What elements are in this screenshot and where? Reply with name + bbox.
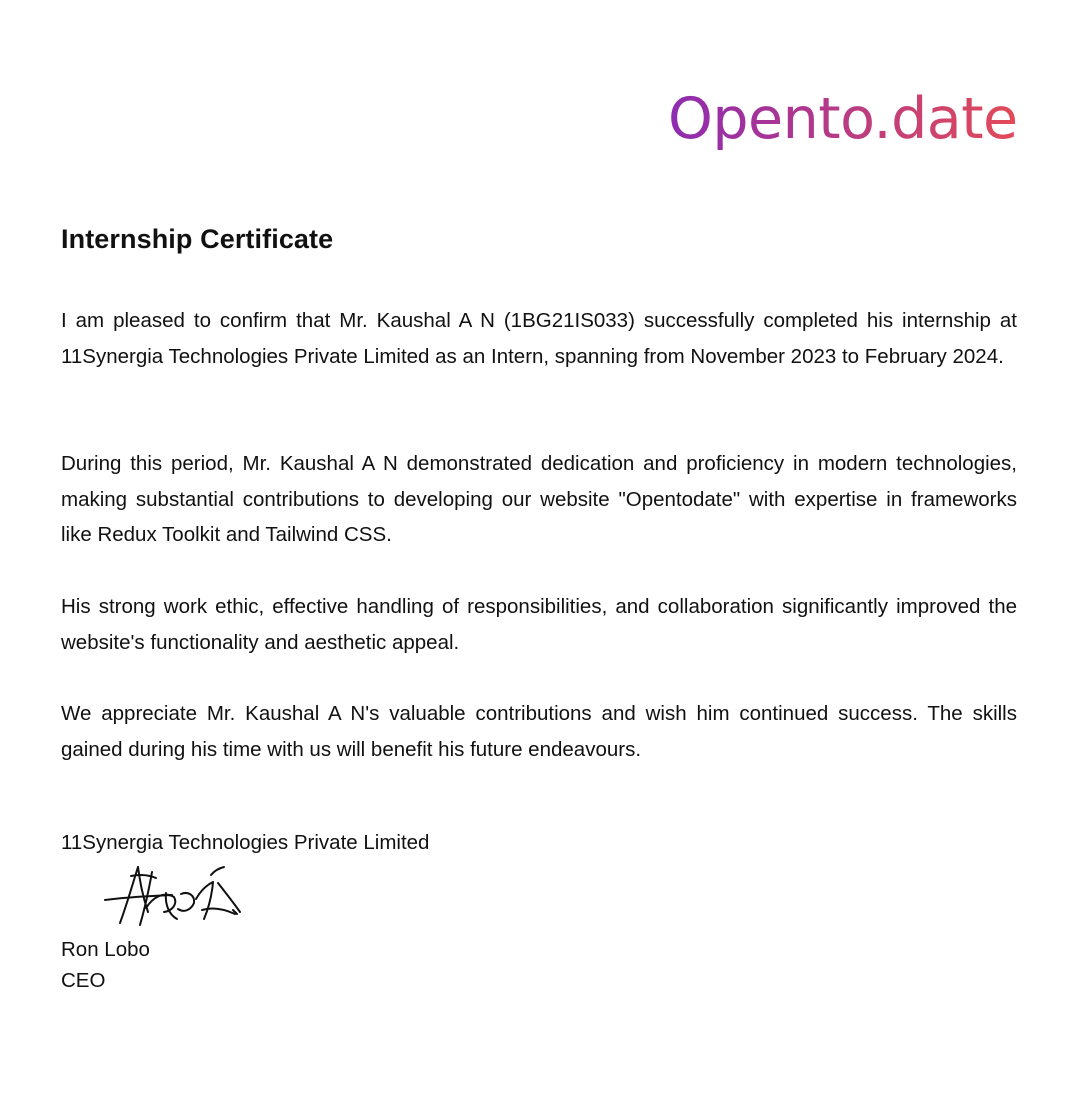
paragraph-appreciation: We appreciate Mr. Kaushal A N's valuable contributions and wish him continued success. The skills gained during his time with us will benefit his future endeavours. xyxy=(61,702,1017,761)
opentodate-logo xyxy=(668,78,1018,168)
paragraph-confirmation: I am pleased to confirm that Mr. Kaushal A N (1BG21IS033) successfully completed his internship at 11Synergia Technologies Private Limited as an Intern, spanning from November 2023 to February 2024. xyxy=(61,309,1017,368)
certificate-title: Internship Certificate xyxy=(61,224,334,254)
signer-name: Ron Lobo xyxy=(61,938,150,961)
paragraph-work-ethic: His strong work ethic, effective handling of responsibilities, and collaboration significantly improved the website's functionality and aesthetic appeal. xyxy=(61,595,1017,654)
logo-wordmark-icon xyxy=(668,78,1018,168)
paragraph-contributions: During this period, Mr. Kaushal A N demonstrated dedication and proficiency in modern technologies, making substantial contributions to developing our website "Opentodate" with expertise in frameworks like Redux Toolkit and Tailwind CSS. xyxy=(61,452,1017,546)
signer-title: CEO xyxy=(61,969,106,992)
logo-text: Opento.date xyxy=(668,86,1018,152)
issuing-company: 11Synergia Technologies Private Limited xyxy=(61,831,430,854)
signature-icon xyxy=(100,864,248,932)
